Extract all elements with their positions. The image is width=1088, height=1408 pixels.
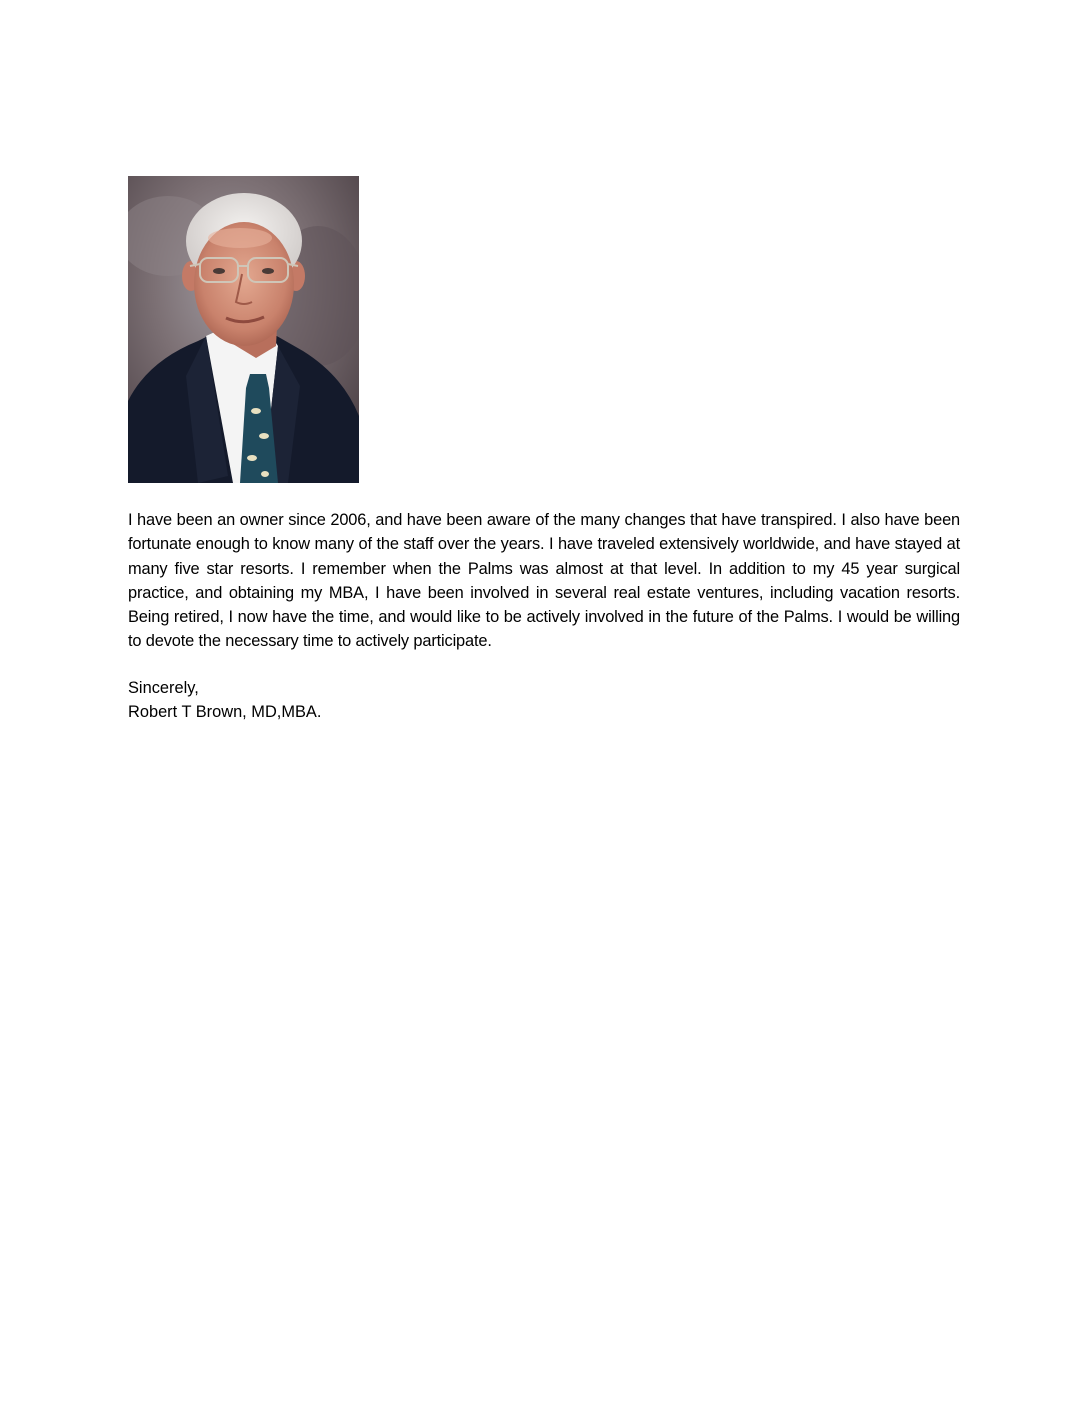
portrait-photo: [128, 176, 359, 483]
closing-salutation: Sincerely,: [128, 679, 199, 697]
letter-closing: [128, 676, 321, 725]
letter-body-paragraph: I have been an owner since 2006, and have been aware of the many changes that have transpired. I also have been fortunate enough to know many of the staff over the years. I have traveled extensively worldwide, and have stayed at many five star resorts. I remember when the Palms was almost at that level. In addition to my 45 year surgical practice, and obtaining my MBA, I have been involved in several real estate ventures, including vacation resorts. Being retired, I now have the time, and would like to be actively involved in the future of the Palms. I would be willing to devote the necessary time to actively participate.: [128, 511, 960, 651]
signature-name: Robert T Brown, MD,MBA.: [128, 703, 322, 722]
